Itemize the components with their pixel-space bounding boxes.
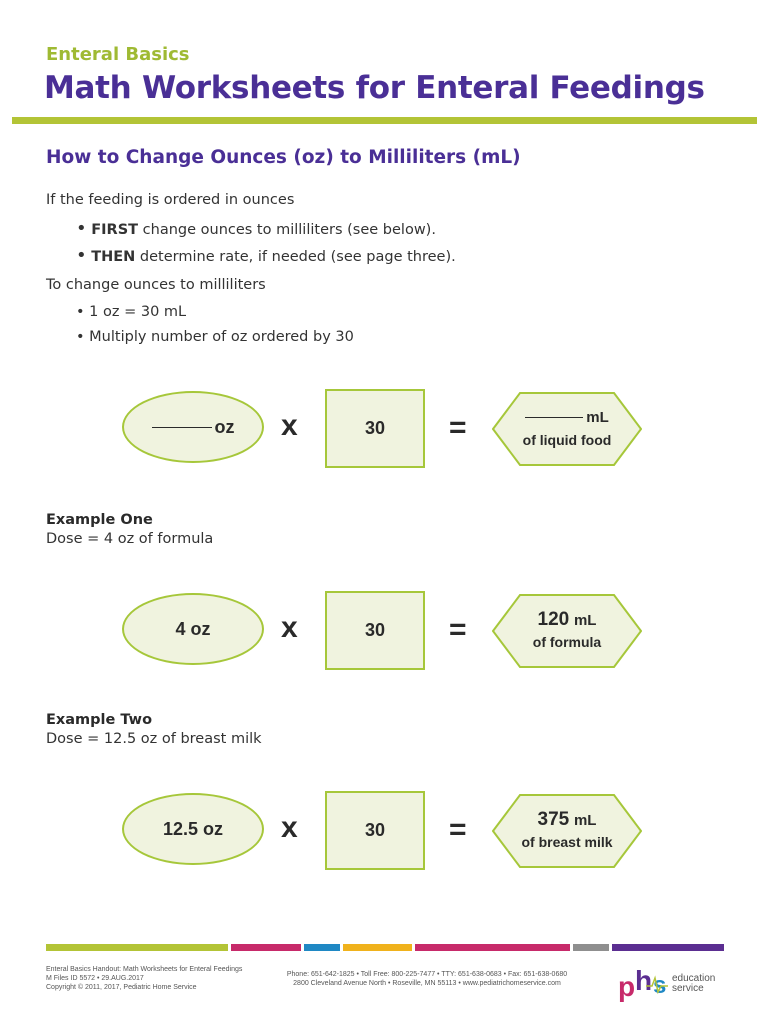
logo-text-line: education <box>672 973 716 984</box>
bullet-then <box>76 245 456 266</box>
equals-operator: = <box>449 411 467 444</box>
footer-bar-green <box>46 944 228 951</box>
logo-p: p <box>618 971 636 1002</box>
result-unit: mL <box>573 612 597 629</box>
example-one-heading: Example One <box>46 512 153 528</box>
bullet-multiply <box>76 329 354 345</box>
footer-bar-yellow <box>343 944 412 951</box>
footer-bar-magenta <box>231 944 301 951</box>
oz-input-oval <box>122 391 264 463</box>
example-two-heading: Example Two <box>46 712 153 728</box>
factor-box: 30 <box>325 791 425 870</box>
bullet-text: Multiply number of oz ordered by 30 <box>89 329 354 345</box>
intro-para-2: To change ounces to milliliters <box>46 277 266 293</box>
times-operator: x <box>281 811 298 844</box>
footer-contact-line: Phone: 651-642-1825 • Toll Free: 800-225-7477 • TTY: 651-638-0683 • Fax: 651-638-0680 <box>286 971 568 978</box>
section-title: How to Change Ounces (oz) to Milliliters (mL) <box>46 147 521 168</box>
result-label: of formula <box>532 634 602 650</box>
result-hexagon <box>492 794 642 868</box>
bullet-conversion <box>76 304 186 320</box>
header-kicker: Enteral Basics <box>46 44 190 65</box>
bullet-dot: • <box>76 329 85 345</box>
hexagon-shape <box>492 594 642 668</box>
times-operator: x <box>281 409 298 442</box>
bullet-first <box>76 218 436 239</box>
bullet-text: 1 oz = 30 mL <box>89 304 187 320</box>
bullet-dot: • <box>76 218 87 239</box>
result-number: 375 <box>537 809 570 830</box>
logo-h: h <box>635 965 653 996</box>
footer-bar-gray <box>573 944 609 951</box>
factor-box: 30 <box>325 389 425 468</box>
phs-logo-mark <box>616 962 680 1002</box>
blank-line <box>152 427 212 428</box>
footer-bar-blue <box>304 944 340 951</box>
result-value <box>492 609 642 631</box>
times-operator: x <box>281 611 298 644</box>
oz-oval: 4 oz <box>122 593 264 665</box>
result-label: of liquid food <box>522 432 612 448</box>
footer-left-line: M Files ID 5572 • 29.AUG.2017 <box>46 975 144 982</box>
footer-bar-purple <box>612 944 724 951</box>
result-value <box>492 809 642 831</box>
footer-contact <box>262 970 592 988</box>
footer-left-line: Enteral Basics Handout: Math Worksheets for Enteral Feedings <box>46 966 243 973</box>
result-label: of breast milk <box>521 834 613 850</box>
footer-left <box>46 965 242 992</box>
bullet-bold: FIRST <box>91 222 139 238</box>
bullet-dot: • <box>76 245 87 266</box>
equals-operator: = <box>449 613 467 646</box>
blank-line <box>525 417 583 418</box>
intro-para-1: If the feeding is ordered in ounces <box>46 192 295 208</box>
oz-unit: oz <box>214 416 235 437</box>
factor-box: 30 <box>325 591 425 670</box>
logo-text <box>672 974 715 994</box>
result-number: 120 <box>537 609 570 630</box>
header-rule <box>12 117 757 124</box>
result-unit: mL <box>573 812 597 829</box>
footer-contact-line: 2800 Cleveland Avenue North • Roseville, MN 55113 • www.pediatrichomeservice.com <box>293 980 561 987</box>
page-title: Math Worksheets for Enteral Feedings <box>44 70 705 106</box>
logo-s: s <box>653 972 667 999</box>
result-hexagon <box>492 392 642 466</box>
footer-bar-magenta-2 <box>415 944 570 951</box>
bullet-text: determine rate, if needed (see page three). <box>135 249 456 265</box>
oz-oval: 12.5 oz <box>122 793 264 865</box>
equals-operator: = <box>449 813 467 846</box>
hexagon-shape <box>492 794 642 868</box>
example-two-dose: Dose = 12.5 oz of breast milk <box>46 731 262 747</box>
footer-left-line: Copyright © 2011, 2017, Pediatric Home Service <box>46 984 197 991</box>
bullet-dot: • <box>76 304 85 320</box>
result-unit: mL <box>586 409 609 426</box>
bullet-text: change ounces to milliliters (see below). <box>138 222 436 238</box>
logo-text-line: service <box>672 983 704 994</box>
result-hexagon <box>492 594 642 668</box>
phs-logo <box>616 962 726 1002</box>
hexagon-shape <box>492 392 642 466</box>
bullet-bold: THEN <box>91 249 136 265</box>
result-value <box>492 407 642 427</box>
example-one-dose: Dose = 4 oz of formula <box>46 531 214 547</box>
